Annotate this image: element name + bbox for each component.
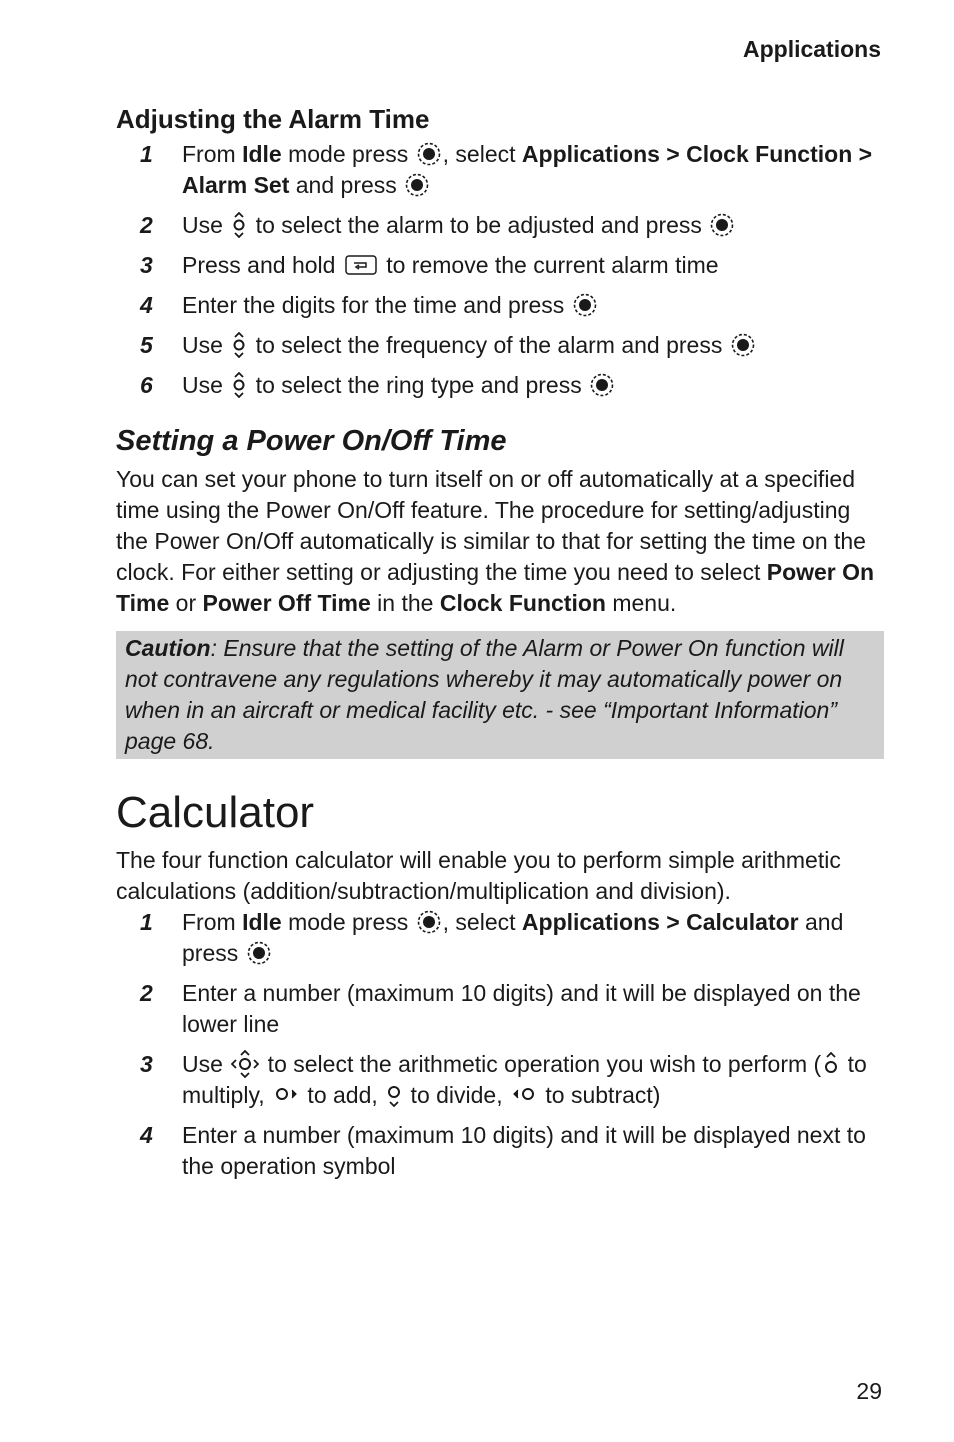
page-content — [116, 104, 884, 1191]
running-head: Applications — [742, 36, 881, 62]
navigate-down-icon — [386, 1082, 402, 1108]
alarm-step-5: 5 Use to select the frequency of the alarm and press — [116, 330, 884, 361]
alarm-step-6: 6 Use to select the ring type and press — [116, 370, 884, 401]
calculator-step-2: 2 Enter a number (maximum 10 digits) and it will be displayed on the lower line — [140, 980, 861, 1037]
calculator-heading: Calculator — [116, 788, 315, 837]
calculator-step-1: 1 From Idle mode press , select Applications > Calculator and press — [140, 909, 844, 966]
clear-key-icon — [344, 253, 378, 277]
navigate-left-icon — [511, 1086, 537, 1102]
navigate-up-down-icon — [231, 212, 247, 238]
navigate-up-icon — [823, 1051, 839, 1077]
navigate-up-down-icon — [231, 332, 247, 358]
navigate-up-down-icon — [231, 372, 247, 398]
power-heading: Setting a Power On/Off Time — [116, 425, 507, 457]
calculator-step-3: 3 Use to select the arithmetic operation you wish to perform ( to multiply, to add, to divide, to subtract) — [140, 1051, 867, 1108]
caution-text: : Ensure that the setting of the Alarm or Power On function will not contravene any regulations whereby it may automatically power on when in an aircraft or medical facility etc. - see “Important Information” page 68. — [125, 635, 844, 754]
calculator-step-4: 4 Enter a number (maximum 10 digits) and it will be displayed next to the operation symbol — [140, 1122, 866, 1179]
navigate-right-icon — [273, 1086, 299, 1102]
page-number: 29 — [856, 1378, 882, 1404]
calculator-steps — [116, 907, 884, 1182]
power-paragraph: You can set your phone to turn itself on or off automatically at a specified time using the Power On/Off feature. The procedure for setting/adjusting the Power On/Off automatically is similar to that for setting the time on the clock. For either setting or adjusting the time you need to select Power On Time or Power Off Time in the Clock Function menu. — [116, 466, 875, 616]
alarm-step-1: 1 From Idle mode press , select Applications > Clock Function > Alarm Set and press — [140, 141, 873, 198]
alarm-heading: Adjusting the Alarm Time — [116, 104, 430, 134]
select-key-icon — [590, 373, 614, 397]
select-key-icon — [731, 333, 755, 357]
select-key-icon — [417, 142, 441, 166]
alarm-step-4: 4 Enter the digits for the time and press — [116, 290, 884, 321]
alarm-step-3: 3 Press and hold to remove the current alarm time — [140, 252, 719, 278]
caution-label: Caution — [125, 635, 211, 661]
navigate-four-way-icon — [231, 1050, 259, 1078]
select-key-icon — [405, 173, 429, 197]
select-key-icon — [710, 213, 734, 237]
alarm-step-2: 2 Use to select the alarm to be adjusted and press — [116, 210, 884, 241]
caution-box — [116, 631, 884, 759]
select-key-icon — [247, 941, 271, 965]
select-key-icon — [573, 293, 597, 317]
alarm-steps — [116, 139, 884, 401]
calculator-intro: The four function calculator will enable you to perform simple arithmetic calculations (addition/subtraction/multiplication and division). — [116, 847, 841, 904]
select-key-icon — [417, 910, 441, 934]
